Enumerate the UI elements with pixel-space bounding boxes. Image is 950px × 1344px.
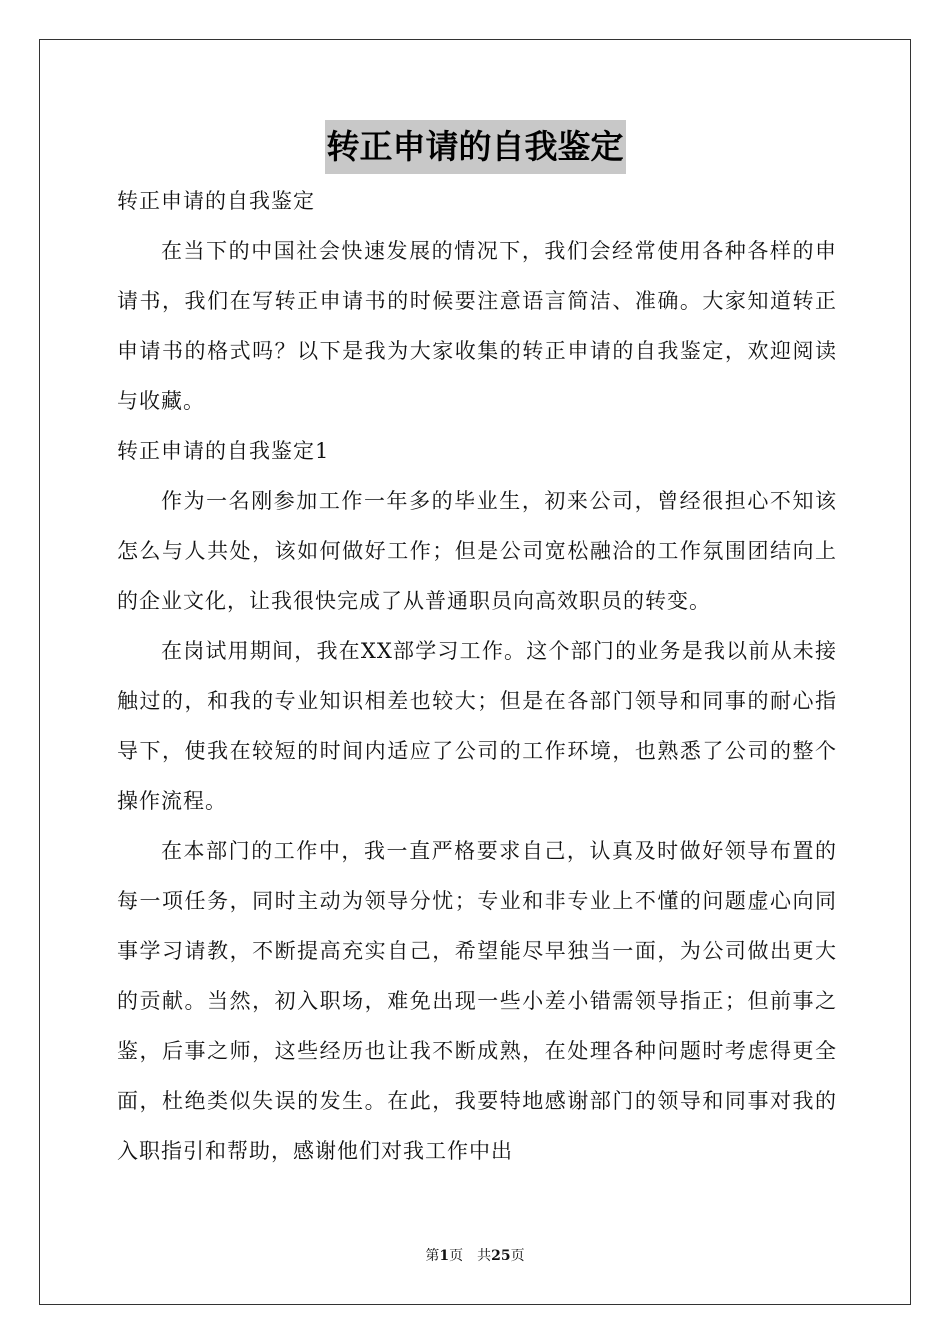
document-body [117, 176, 837, 1176]
page-prefix: 第 [425, 1248, 440, 1264]
intro-paragraph: 在当下的中国社会快速发展的情况下，我们会经常使用各种各样的申请书，我们在写转正申请书的时候要注意语言简洁、准确。大家知道转正申请书的格式吗？以下是我为大家收集的转正申请的自我鉴定，欢迎阅读与收藏。 [117, 239, 837, 413]
page-suffix: 页 [449, 1248, 464, 1264]
total-prefix: 共 [477, 1248, 492, 1264]
section-heading: 转正申请的自我鉴定1 [117, 439, 330, 463]
body-paragraph-2: 在岗试用期间，我在XX部学习工作。这个部门的业务是我以前从未接触过的，和我的专业知识相差也较大；但是在各部门领导和同事的耐心指导下，使我在较短的时间内适应了公司的工作环境，也熟悉了公司的整个操作流程。 [117, 639, 837, 813]
page-footer [0, 1246, 950, 1266]
body-paragraph-3: 在本部门的工作中，我一直严格要求自己，认真及时做好领导布置的每一项任务，同时主动为领导分忧；专业和非专业上不懂的问题虚心向同事学习请教，不断提高充实自己，希望能尽早独当一面，为公司做出更大的贡献。当然，初入职场，难免出现一些小差小错需领导指正；但前事之鉴，后事之师，这些经历也让我不断成熟，在处理各种问题时考虑得更全面，杜绝类似失误的发生。在此，我要特地感谢部门的领导和同事对我的入职指引和帮助，感谢他们对我工作中出 [117, 839, 837, 1163]
title-container [0, 120, 950, 174]
total-pages: 25 [491, 1248, 511, 1264]
body-paragraph-1: 作为一名刚参加工作一年多的毕业生，初来公司，曾经很担心不知该怎么与人共处，该如何做好工作；但是公司宽松融洽的工作氛围团结向上的企业文化，让我很快完成了从普通职员向高效职员的转变。 [117, 489, 837, 613]
total-suffix: 页 [510, 1248, 525, 1264]
page-number: 1 [439, 1248, 450, 1264]
document-title: 转正申请的自我鉴定 [325, 120, 626, 174]
subtitle: 转正申请的自我鉴定 [117, 189, 315, 213]
